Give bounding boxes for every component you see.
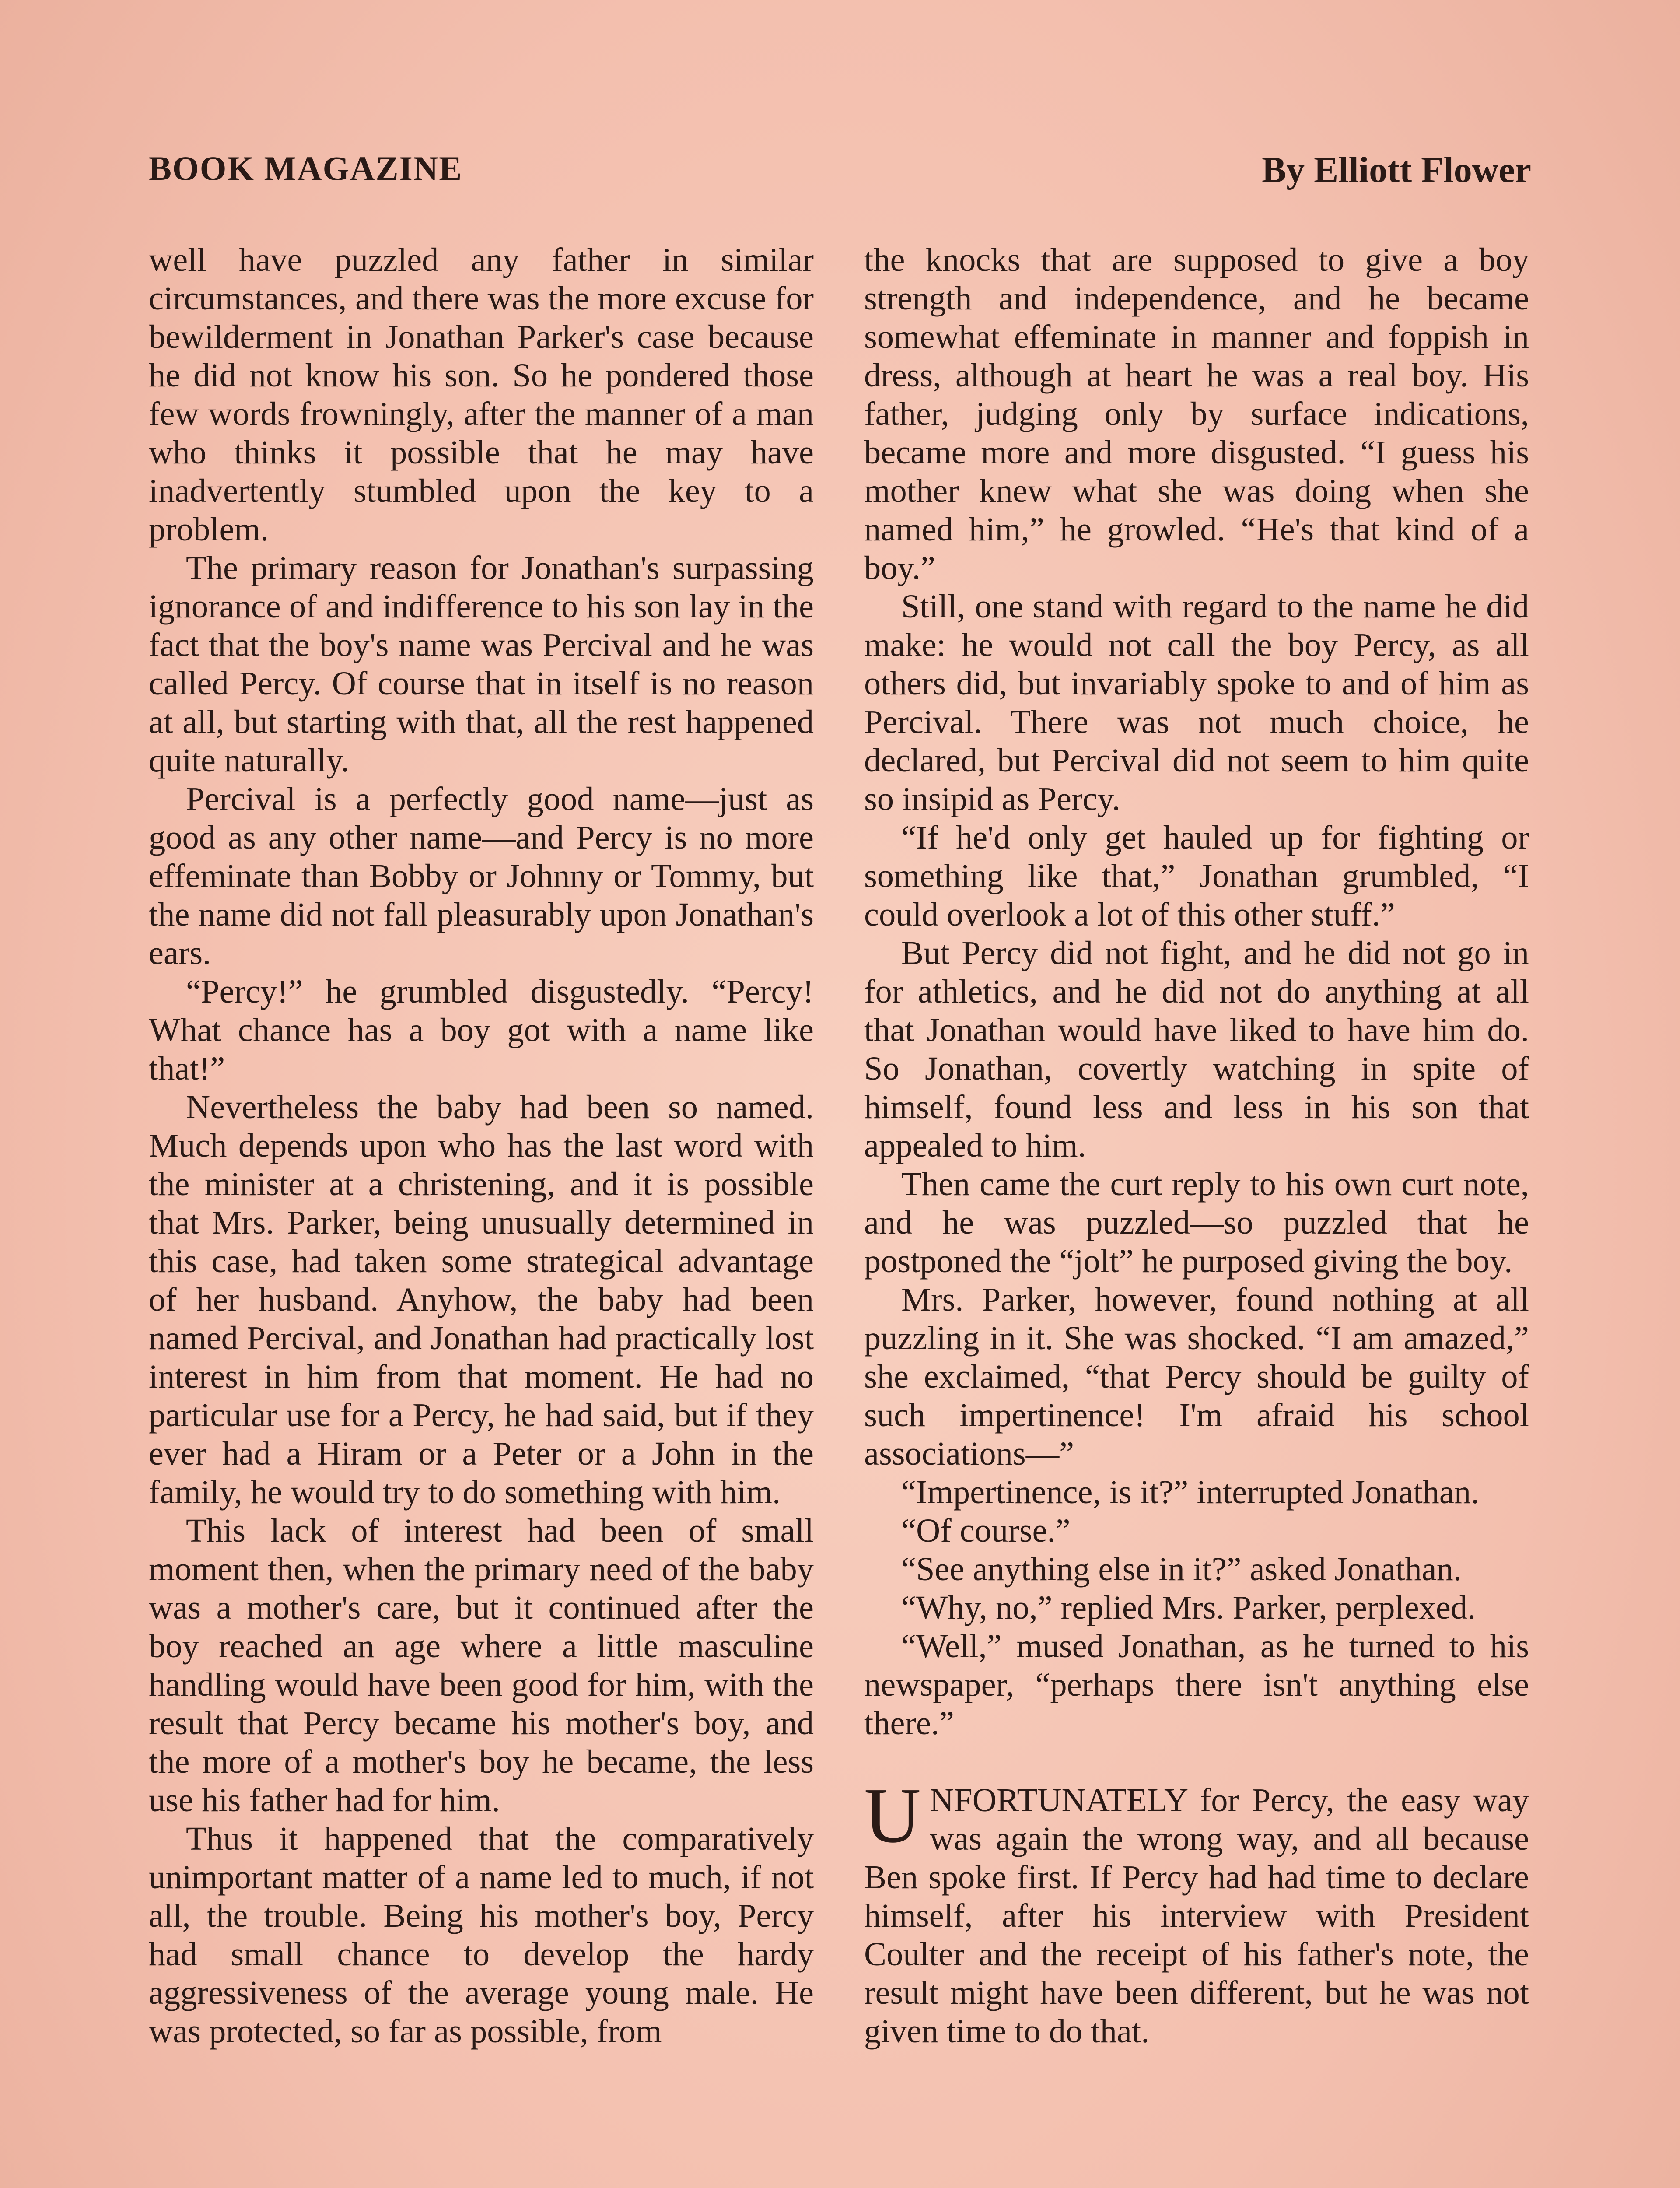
left-column [149, 241, 814, 2051]
paragraph: But Percy did not fight, and he did not go in for athletics, and he did not do anything at all that Jonathan would have liked to have him do. So Jonathan, covertly watching in spite of himself, found less and less in his son that appealed to him. [864, 934, 1529, 1164]
paragraph: “Well,” mused Jonathan, as he turned to his newspaper, “perhaps there isn't anything else there.” [864, 1627, 1529, 1742]
section-text: NFORTUNATELY for Percy, the easy way was again the wrong way, and all because Ben spoke first. If Percy had had time to declare himself, after his interview with President Coulter and the receipt of his father's note, the result might have been different, but he was not given time to do that. [864, 1781, 1529, 2050]
paragraph: “Percy!” he grumbled disgustedly. “Percy! What chance has a boy got with a name like that!” [149, 973, 814, 1087]
paragraph: Then came the curt reply to his own curt note, and he was puzzled—so puzzled that he postponed the “jolt” he purposed giving the boy. [864, 1165, 1529, 1280]
paragraph: “If he'd only get hauled up for fighting or something like that,” Jonathan grumbled, “I could overlook a lot of this other stuff.” [864, 819, 1529, 933]
paragraph: Thus it happened that the comparatively unimportant matter of a name led to much, if not all, the trouble. Being his mother's boy, Percy had small chance to develop the hardy aggressiveness of the average young male. He was protected, so far as possible, from [149, 1820, 814, 2050]
magazine-title: BOOK MAGAZINE [149, 149, 463, 187]
paragraph: “See anything else in it?” asked Jonathan. [901, 1550, 1462, 1588]
paragraph: Mrs. Parker, however, found nothing at all puzzling in it. She was shocked. “I am amazed,” she exclaimed, “that Percy should be guilty of such impertinence! I'm afraid his school associations—” [864, 1281, 1529, 1472]
paragraph: The primary reason for Jonathan's surpassing ignorance of and indifference to his son lay in the fact that the boy's name was Percival and he was called Percy. Of course that in itself is no reason at all, but starting with that, all the rest happened quite naturally. [149, 549, 814, 779]
section-opening-paragraph [864, 1772, 1529, 2051]
paragraph: “Of course.” [901, 1512, 1071, 1549]
paragraph: Percival is a perfectly good name—just as good as any other name—and Percy is no more effeminate than Bobby or Johnny or Tommy, but the name did not fall pleasurably upon Jonathan's ears. [149, 780, 814, 971]
paragraph: This lack of interest had been of small moment then, when the primary need of the baby was a mother's care, but it continued after the boy reached an age where a little masculine handling would have been good for him, with the result that Percy became his mother's boy, and the more of a mother's boy he became, the less use his father had for him. [149, 1512, 814, 1819]
paragraph: “Impertinence, is it?” interrupted Jonathan. [901, 1473, 1480, 1511]
running-header [149, 149, 1531, 197]
author-byline: By Elliott Flower [1262, 150, 1531, 190]
paragraph: Still, one stand with regard to the name he did make: he would not call the boy Percy, as all others did, but invariably spoke to and of him as Percival. There was not much choice, he declared, but Percival did not seem to him quite so insipid as Percy. [864, 588, 1529, 817]
paragraph: well have puzzled any father in similar circumstances, and there was the more excuse for bewilderment in Jonathan Parker's case because he did not know his son. So he pondered those few words frowningly, after the manner of a man who thinks it possible that he may have inadvertently stumbled upon the key to a problem. [149, 241, 814, 548]
paragraph: the knocks that are supposed to give a boy strength and independence, and he became somewhat effeminate in manner and foppish in dress, although at heart he was a real boy. His father, judging only by surface indications, became more and more disgusted. “I guess his mother knew what she was doing when she named him,” he growled. “He's that kind of a boy.” [864, 241, 1529, 586]
paragraph: Nevertheless the baby had been so named. Much depends upon who has the last word with the minister at a christening, and it is possible that Mrs. Parker, being unusually determined in this case, had taken some strategical advantage of her husband. Anyhow, the baby had been named Percival, and Jonathan had practically lost interest in him from that moment. He had no particular use for a Percy, he had said, but if they ever had a Hiram or a Peter or a John in the family, he would try to do something with him. [149, 1088, 814, 1511]
drop-cap: U [864, 1772, 921, 1859]
right-column [864, 241, 1529, 2051]
paragraph: “Why, no,” replied Mrs. Parker, perplexed. [901, 1589, 1476, 1626]
